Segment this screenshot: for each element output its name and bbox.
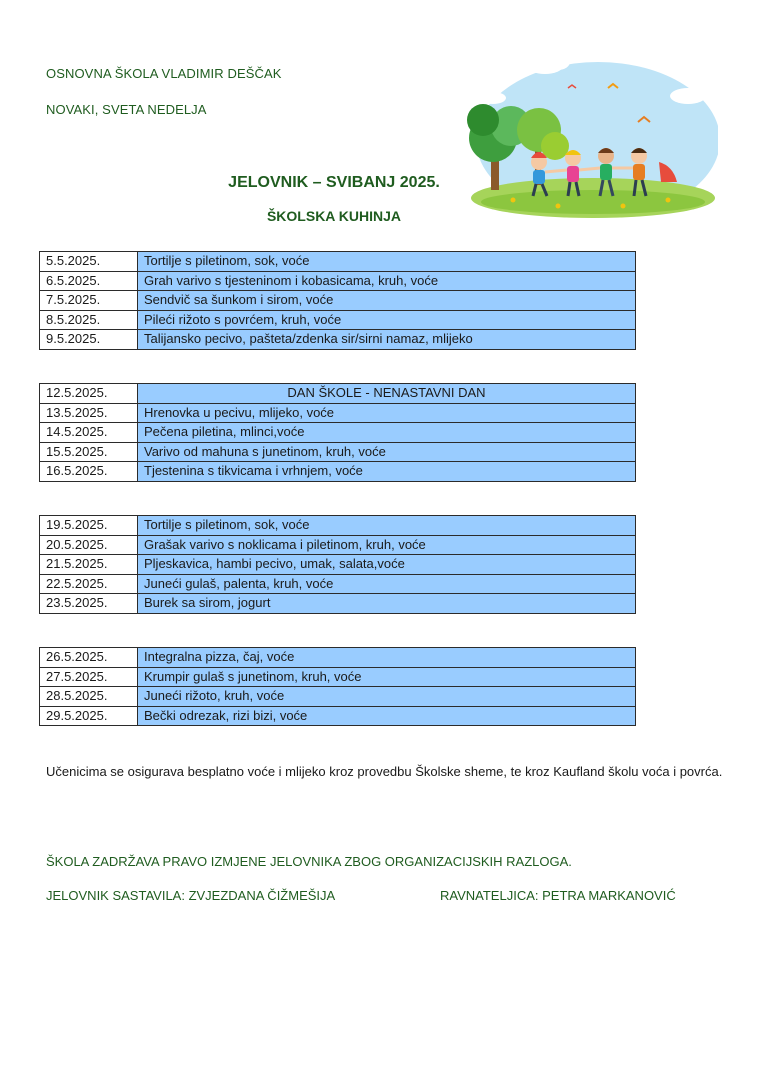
menu-row: [40, 687, 636, 707]
menu-date-cell: 26.5.2025.: [40, 648, 138, 668]
menu-meal-cell: Varivo od mahuna s junetinom, kruh, voće: [138, 442, 636, 462]
menu-row: [40, 555, 636, 575]
menu-row: [40, 574, 636, 594]
menu-date-cell: 9.5.2025.: [40, 330, 138, 350]
menu-row: [40, 423, 636, 443]
menu-date-cell: 16.5.2025.: [40, 462, 138, 482]
menu-row: [40, 706, 636, 726]
menu-row: [40, 403, 636, 423]
menu-row: [40, 310, 636, 330]
menu-date-cell: 8.5.2025.: [40, 310, 138, 330]
change-disclaimer: ŠKOLA ZADRŽAVA PRAVO IZMJENE JELOVNIKA ZBOG ORGANIZACIJSKIH RAZLOGA.: [46, 854, 572, 869]
menu-meal-cell: Talijansko pecivo, pašteta/zdenka sir/sirni namaz, mlijeko: [138, 330, 636, 350]
menu-meal-cell: Grah varivo s tjesteninom i kobasicama, kruh, voće: [138, 271, 636, 291]
menu-meal-cell: Bečki odrezak, rizi bizi, voće: [138, 706, 636, 726]
menu-row: [40, 648, 636, 668]
menu-date-cell: 5.5.2025.: [40, 252, 138, 272]
menu-row: [40, 252, 636, 272]
menu-row: [40, 462, 636, 482]
menu-row: [40, 535, 636, 555]
menu-date-cell: 12.5.2025.: [40, 384, 138, 404]
menu-date-cell: 15.5.2025.: [40, 442, 138, 462]
menu-week-3: [39, 515, 636, 614]
menu-date-cell: 13.5.2025.: [40, 403, 138, 423]
menu-row: [40, 330, 636, 350]
menu-meal-cell: Tjestenina s tikvicama i vrhnjem, voće: [138, 462, 636, 482]
menu-meal-cell: Hrenovka u pecivu, mlijeko, voće: [138, 403, 636, 423]
menu-row: [40, 442, 636, 462]
menu-row: [40, 516, 636, 536]
menu-meal-cell: Integralna pizza, čaj, voće: [138, 648, 636, 668]
menu-meal-cell: Sendvič sa šunkom i sirom, voće: [138, 291, 636, 311]
menu-meal-cell: Juneći gulaš, palenta, kruh, voće: [138, 574, 636, 594]
menu-meal-cell: Krumpir gulaš s junetinom, kruh, voće: [138, 667, 636, 687]
menu-row: [40, 667, 636, 687]
menu-meal-cell: Tortilje s piletinom, sok, voće: [138, 252, 636, 272]
menu-date-cell: 6.5.2025.: [40, 271, 138, 291]
menu-week-2: [39, 383, 636, 482]
menu-date-cell: 27.5.2025.: [40, 667, 138, 687]
menu-date-cell: 21.5.2025.: [40, 555, 138, 575]
menu-meal-cell: Pljeskavica, hambi pecivo, umak, salata,voće: [138, 555, 636, 575]
menu-meal-cell: Grašak varivo s noklicama i piletinom, kruh, voće: [138, 535, 636, 555]
menu-date-cell: 23.5.2025.: [40, 594, 138, 614]
menu-date-cell: 29.5.2025.: [40, 706, 138, 726]
menu-date-cell: 7.5.2025.: [40, 291, 138, 311]
free-fruit-note: Učenicima se osigurava besplatno voće i mlijeko kroz provedbu Školske sheme, te kroz Kaufland školu voća i povrća.: [46, 764, 723, 779]
menu-date-cell: 28.5.2025.: [40, 687, 138, 707]
menu-row: [40, 271, 636, 291]
children-playing-illustration: [463, 50, 718, 220]
principal-name: RAVNATELJICA: PETRA MARKANOVIĆ: [440, 888, 676, 903]
menu-date-cell: 14.5.2025.: [40, 423, 138, 443]
school-location: NOVAKI, SVETA NEDELJA: [46, 102, 207, 117]
page-title: JELOVNIK – SVIBANJ 2025.: [228, 174, 440, 191]
menu-date-cell: 22.5.2025.: [40, 574, 138, 594]
menu-meal-cell: Pečena piletina, mlinci,voće: [138, 423, 636, 443]
menu-date-cell: 20.5.2025.: [40, 535, 138, 555]
menu-meal-cell: Tortilje s piletinom, sok, voće: [138, 516, 636, 536]
menu-row: [40, 594, 636, 614]
menu-row: [40, 291, 636, 311]
menu-row: [40, 384, 636, 404]
menu-meal-cell: Burek sa sirom, jogurt: [138, 594, 636, 614]
menu-week-4: [39, 647, 636, 726]
menu-meal-cell: Juneći rižoto, kruh, voće: [138, 687, 636, 707]
menu-meal-cell: DAN ŠKOLE - NENASTAVNI DAN: [138, 384, 636, 404]
menu-date-cell: 19.5.2025.: [40, 516, 138, 536]
page-subtitle: ŠKOLSKA KUHINJA: [266, 208, 402, 224]
menu-author: JELOVNIK SASTAVILA: ZVJEZDANA ČIŽMEŠIJA: [46, 888, 336, 903]
school-name: OSNOVNA ŠKOLA VLADIMIR DEŠČAK: [46, 66, 282, 81]
menu-meal-cell: Pileći rižoto s povrćem, kruh, voće: [138, 310, 636, 330]
menu-week-1: [39, 251, 636, 350]
